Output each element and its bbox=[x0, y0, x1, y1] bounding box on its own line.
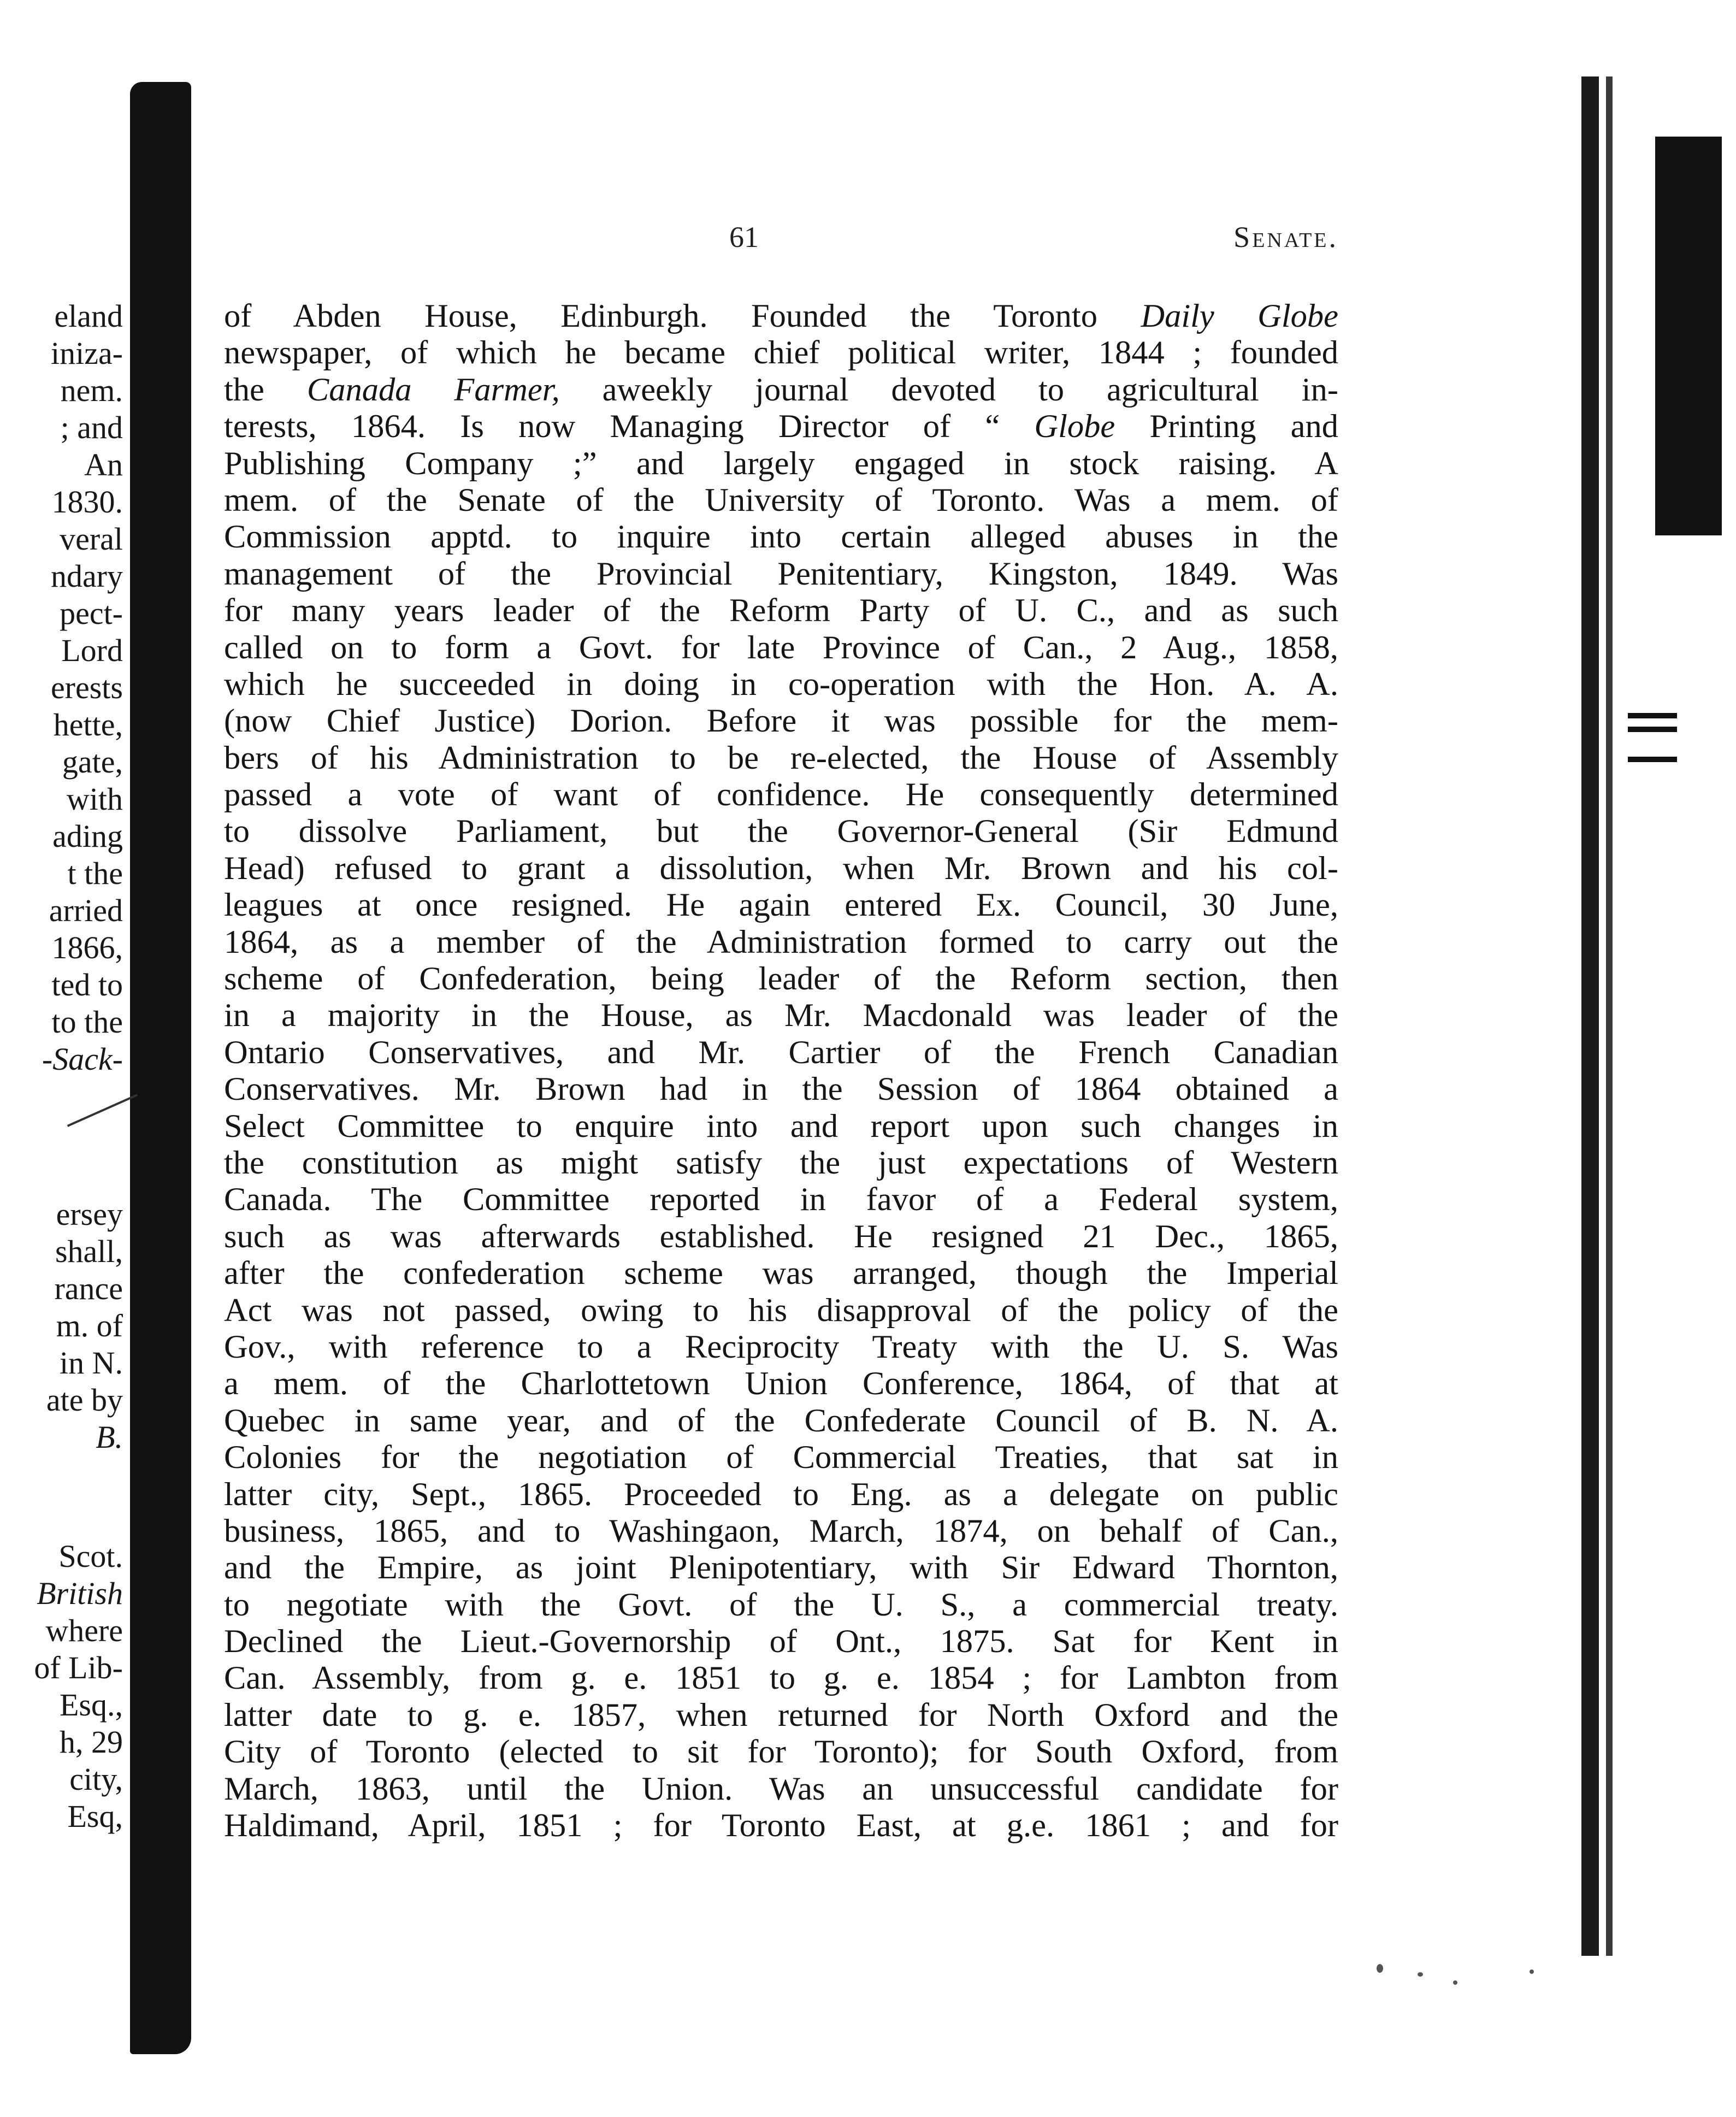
margin-fragment: with bbox=[66, 781, 123, 817]
margin-fragment: ted to bbox=[51, 967, 123, 1003]
text-line: Canada. The Committee reported in favor of a Federal system, bbox=[224, 1181, 1338, 1218]
margin-fragment: ading bbox=[52, 818, 123, 854]
margin-fragment: Esq, bbox=[67, 1798, 123, 1834]
page-header bbox=[224, 220, 1338, 264]
text-line: the constitution as might satisfy the just expectations of Western bbox=[224, 1144, 1338, 1181]
scan-speck bbox=[1453, 1980, 1457, 1985]
text-line: in a majority in the House, as Mr. Macdonald was leader of the bbox=[224, 997, 1338, 1034]
scan-speck bbox=[1418, 1972, 1423, 1977]
text-line: of Abden House, Edinburgh. Founded the Toronto Daily Globe bbox=[224, 298, 1339, 334]
text-line: latter city, Sept., 1865. Proceeded to Eng. as a delegate on public bbox=[224, 1476, 1338, 1513]
text-line: Select Committee to enquire into and report upon such changes in bbox=[224, 1107, 1338, 1145]
scan-edge-line bbox=[1606, 76, 1613, 1956]
facing-page-margin bbox=[0, 298, 123, 1835]
margin-fragment: eland bbox=[54, 298, 123, 334]
text-line: for many years leader of the Reform Party of U. C., and as such bbox=[224, 592, 1338, 629]
margin-fragment: Esq., bbox=[60, 1687, 123, 1723]
text-line: Gov., with reference to a Reciprocity Treaty with the U. S. Was bbox=[224, 1328, 1338, 1365]
running-head: Senate. bbox=[1233, 221, 1338, 253]
text-line: City of Toronto (elected to sit for Toronto); for South Oxford, from bbox=[224, 1733, 1338, 1771]
text-line: bers of his Administration to be re-elected, the House of Assembly bbox=[224, 739, 1338, 776]
margin-fragment: 1866, bbox=[51, 930, 123, 965]
text-line: newspaper, of which he became chief political writer, 1844 ; founded bbox=[224, 334, 1338, 371]
margin-fragment: in N. bbox=[60, 1345, 123, 1381]
text-line: Can. Assembly, from g. e. 1851 to g. e. 1854 ; for Lambton from bbox=[224, 1660, 1338, 1697]
text-line: after the confederation scheme was arranged, though the Imperial bbox=[224, 1255, 1338, 1292]
margin-fragment: ersey bbox=[56, 1196, 123, 1232]
text-line: to dissolve Parliament, but the Governor-General (Sir Edmund bbox=[224, 813, 1338, 850]
margin-fragment: iniza- bbox=[50, 335, 123, 371]
text-line: Haldimand, April, 1851 ; for Toronto East, at g.e. 1861 ; and for bbox=[224, 1807, 1338, 1844]
text-line: Ontario Conservatives, and Mr. Cartier of the French Canadian bbox=[224, 1034, 1338, 1071]
scan-tick bbox=[1628, 713, 1677, 718]
scan-speck bbox=[1530, 1969, 1534, 1974]
margin-fragment: of Lib- bbox=[34, 1650, 123, 1685]
text-line: scheme of Confederation, being leader of the Reform section, then bbox=[224, 960, 1338, 998]
text-line: Conservatives. Mr. Brown had in the Session of 1864 obtained a bbox=[224, 1071, 1338, 1108]
margin-fragment: veral bbox=[60, 521, 123, 557]
text-line: to negotiate with the Govt. of the U. S., a commercial treaty. bbox=[224, 1586, 1338, 1623]
margin-fragment: to the bbox=[51, 1004, 123, 1040]
text-line: leagues at once resigned. He again entered Ex. Council, 30 June, bbox=[224, 887, 1338, 924]
margin-spacer bbox=[0, 1078, 123, 1196]
margin-fragment: Lord bbox=[61, 633, 123, 668]
text-line: Declined the Lieut.-Governorship of Ont., 1875. Sat for Kent in bbox=[224, 1623, 1338, 1660]
margin-fragment: arried bbox=[49, 893, 123, 928]
text-line: and the Empire, as joint Plenipotentiary, with Sir Edward Thornton, bbox=[224, 1549, 1338, 1587]
scan-edge-strip bbox=[1581, 76, 1599, 1956]
text-line: Head) refused to grant a dissolution, when Mr. Brown and his col- bbox=[224, 850, 1338, 887]
margin-fragment: city, bbox=[69, 1761, 123, 1797]
text-line: (now Chief Justice) Dorion. Before it was possible for the mem- bbox=[224, 703, 1338, 740]
text-line: the Canada Farmer, aweekly journal devoted to agricultural in- bbox=[224, 371, 1338, 408]
text-line: Quebec in same year, and of the Confederate Council of B. N. A. bbox=[224, 1402, 1338, 1439]
scan-tick bbox=[1628, 727, 1677, 732]
text-line: Commission apptd. to inquire into certain alleged abuses in the bbox=[224, 518, 1338, 556]
text-line: March, 1863, until the Union. Was an unsuccessful candidate for bbox=[224, 1770, 1338, 1807]
margin-fragment: An bbox=[84, 447, 123, 482]
text-line: passed a vote of want of confidence. He consequently determined bbox=[224, 776, 1338, 813]
text-line: Colonies for the negotiation of Commercial Treaties, that sat in bbox=[224, 1439, 1338, 1476]
margin-fragment: ate by bbox=[46, 1382, 123, 1418]
margin-spacer bbox=[0, 1456, 123, 1538]
margin-fragment: pect- bbox=[60, 595, 123, 631]
margin-fragment: 1830. bbox=[51, 484, 123, 520]
text-line: mem. of the Senate of the University of Toronto. Was a mem. of bbox=[224, 481, 1338, 518]
margin-fragment: rance bbox=[54, 1271, 123, 1306]
margin-fragment: hette, bbox=[53, 707, 123, 742]
binding-shadow-left bbox=[130, 82, 191, 2054]
text-line: which he succeeded in doing in co-operation with the Hon. A. A. bbox=[224, 665, 1338, 703]
margin-fragment: erests bbox=[50, 670, 123, 705]
margin-fragment: where bbox=[45, 1613, 123, 1648]
margin-fragment: t the bbox=[67, 856, 123, 891]
margin-fragment: m. of bbox=[56, 1308, 123, 1343]
body-text bbox=[224, 298, 1338, 1844]
margin-fragment: ; and bbox=[60, 410, 123, 445]
margin-fragment: h, 29 bbox=[60, 1724, 123, 1760]
text-line: a mem. of the Charlottetown Union Conference, 1864, of that at bbox=[224, 1365, 1338, 1402]
scan-speck bbox=[1377, 1964, 1383, 1973]
text-line: latter date to g. e. 1857, when returned for North Oxford and the bbox=[224, 1696, 1338, 1733]
text-line: Publishing Company ;” and largely engaged in stock raising. A bbox=[224, 445, 1338, 482]
scan-edge-block bbox=[1655, 137, 1722, 535]
text-line: business, 1865, and to Washingaon, March, 1874, on behalf of Can., bbox=[224, 1512, 1338, 1549]
text-line: management of the Provincial Penitentiary, Kingston, 1849. Was bbox=[224, 555, 1338, 592]
margin-fragment: -Sack- bbox=[42, 1041, 123, 1077]
text-line: 1864, as a member of the Administration formed to carry out the bbox=[224, 923, 1338, 960]
margin-fragment: gate, bbox=[62, 744, 123, 780]
text-line: such as was afterwards established. He resigned 21 Dec., 1865, bbox=[224, 1218, 1338, 1255]
margin-fragment: nem. bbox=[60, 373, 123, 408]
margin-fragment: B. bbox=[96, 1419, 123, 1455]
margin-fragment: ndary bbox=[50, 558, 123, 594]
margin-fragment: shall, bbox=[55, 1234, 123, 1269]
scan-tick bbox=[1628, 757, 1677, 762]
text-line: called on to form a Govt. for late Province of Can., 2 Aug., 1858, bbox=[224, 629, 1338, 666]
margin-fragment: Scot. bbox=[58, 1538, 123, 1574]
page-number: 61 bbox=[729, 221, 759, 253]
margin-fragment: British bbox=[37, 1576, 123, 1611]
text-line: Act was not passed, owing to his disapproval of the policy of the bbox=[224, 1292, 1338, 1329]
text-line: terests, 1864. Is now Managing Director of “ Globe Printing and bbox=[224, 408, 1339, 445]
